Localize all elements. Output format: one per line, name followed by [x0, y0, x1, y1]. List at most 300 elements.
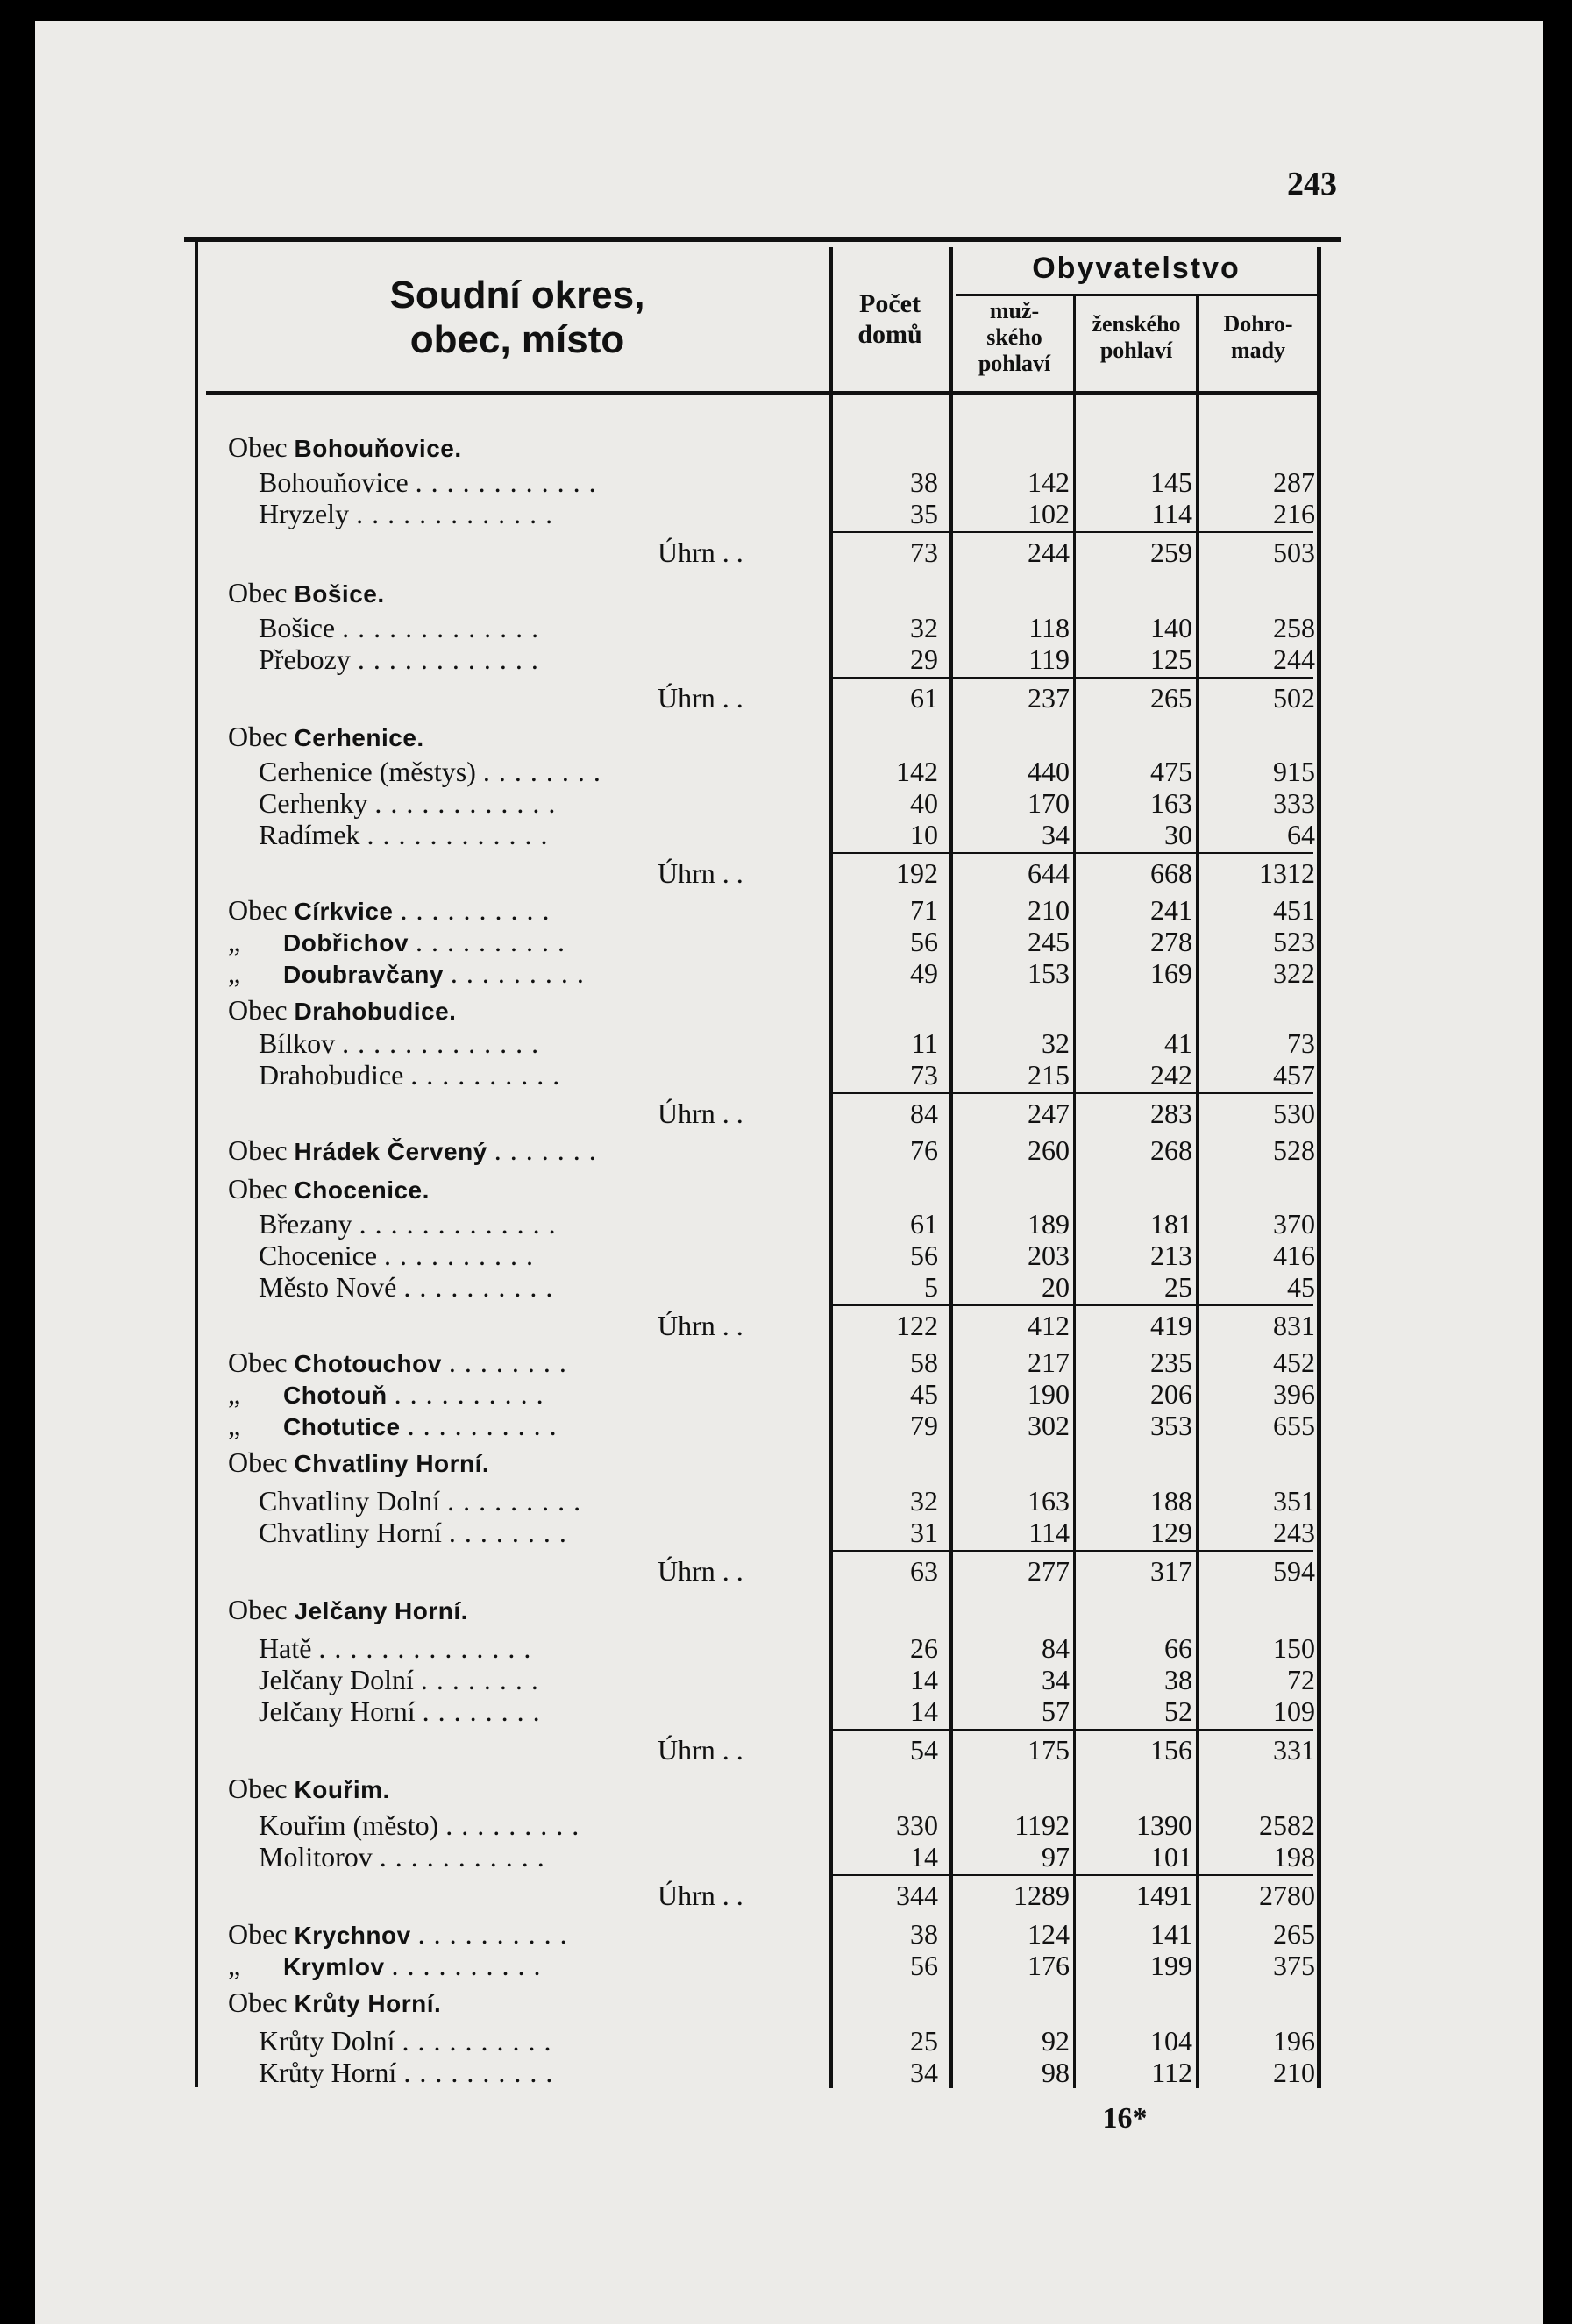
- municipality-name: [228, 577, 385, 610]
- municipality-label: Doubravčany: [283, 961, 444, 988]
- total-row: [184, 537, 1324, 568]
- male-cell: 210: [1028, 894, 1070, 926]
- place-name-cell: [259, 787, 564, 819]
- male-cell: 217: [1028, 1347, 1070, 1378]
- male-cell: 102: [1028, 498, 1070, 529]
- houses-cell: 79: [910, 1410, 938, 1441]
- place-name: Chocenice: [259, 1240, 378, 1271]
- leader-dots: .........: [445, 1809, 588, 1841]
- houses-cell: 122: [896, 1310, 938, 1341]
- municipality-prefix: Obec: [228, 1918, 288, 1950]
- female-cell: 235: [1150, 1347, 1192, 1378]
- male-cell: 277: [1028, 1555, 1070, 1587]
- female-cell: 259: [1150, 537, 1192, 568]
- female-cell: 125: [1150, 643, 1192, 675]
- male-cell: 203: [1028, 1240, 1070, 1271]
- female-cell: 353: [1150, 1410, 1192, 1441]
- table-row: [184, 1809, 1324, 1841]
- total-row: [184, 857, 1324, 889]
- municipality-prefix: Obec: [228, 1134, 288, 1166]
- male-cell: 440: [1028, 756, 1070, 787]
- male-cell: 153: [1028, 957, 1070, 989]
- female-cell: 317: [1150, 1555, 1192, 1587]
- leader-dots: ........: [448, 1347, 575, 1378]
- municipality-heading-row: [184, 431, 1324, 463]
- female-cell: 104: [1150, 2025, 1192, 2057]
- municipality-name: [228, 1410, 565, 1443]
- total-cell: 2780: [1259, 1880, 1315, 1911]
- table-row: [184, 466, 1324, 498]
- female-cell: 206: [1150, 1378, 1192, 1410]
- total-rule: [831, 1304, 1313, 1306]
- total-label: Úhrn . .: [658, 1098, 743, 1129]
- houses-cell: 32: [910, 1485, 938, 1517]
- place-name-cell: [259, 1632, 539, 1664]
- total-cell: 451: [1273, 894, 1315, 926]
- municipality-name: [228, 1986, 441, 2020]
- houses-cell: 61: [910, 1208, 938, 1240]
- header-bottom-rule: [206, 391, 1319, 395]
- total-cell: 196: [1273, 2025, 1315, 2057]
- municipality-prefix: Obec: [228, 721, 288, 752]
- table-top-rule: [184, 237, 1341, 242]
- total-cell: 351: [1273, 1485, 1315, 1517]
- population-table: [184, 237, 1324, 2086]
- total-cell: 45: [1287, 1271, 1315, 1303]
- male-cell: 97: [1042, 1841, 1070, 1873]
- leader-dots: ..........: [400, 894, 558, 926]
- total-cell: 333: [1273, 787, 1315, 819]
- table-row: [184, 1485, 1324, 1517]
- municipality-prefix: „: [228, 1378, 241, 1410]
- municipality-name: [228, 431, 462, 465]
- male-cell: 92: [1042, 2025, 1070, 2057]
- municipality-prefix: Obec: [228, 1986, 288, 2018]
- total-rule: [831, 1729, 1313, 1731]
- total-cell: 528: [1273, 1134, 1315, 1166]
- male-cell: 302: [1028, 1410, 1070, 1441]
- male-cell: 32: [1042, 1027, 1070, 1059]
- houses-cell: 56: [910, 926, 938, 957]
- total-cell: 375: [1273, 1950, 1315, 1981]
- municipality-name: [228, 1446, 489, 1480]
- houses-cell: 76: [910, 1134, 938, 1166]
- municipality-heading-row: [184, 1594, 1324, 1625]
- municipality-name: [228, 721, 424, 754]
- female-cell: 25: [1164, 1271, 1192, 1303]
- total-cell: 502: [1273, 682, 1315, 714]
- leader-dots: .............: [356, 498, 562, 529]
- municipality-name: [228, 1347, 575, 1380]
- total-cell: 594: [1273, 1555, 1315, 1587]
- municipality-prefix: Obec: [228, 577, 288, 608]
- total-cell: 915: [1273, 756, 1315, 787]
- place-name-cell: [259, 1271, 561, 1303]
- total-cell: 109: [1273, 1695, 1315, 1727]
- total-row: [184, 1098, 1324, 1129]
- total-cell: 370: [1273, 1208, 1315, 1240]
- table-row: [184, 1517, 1324, 1548]
- houses-cell: 56: [910, 1240, 938, 1271]
- female-cell: 475: [1150, 756, 1192, 787]
- leader-dots: .........: [450, 957, 593, 989]
- male-cell: 170: [1028, 787, 1070, 819]
- female-cell: 668: [1150, 857, 1192, 889]
- place-name-cell: [259, 819, 557, 850]
- total-cell: 322: [1273, 957, 1315, 989]
- houses-cell: 45: [910, 1378, 938, 1410]
- total-cell: 210: [1273, 2057, 1315, 2088]
- place-name: Přebozy: [259, 643, 351, 675]
- municipality-label: Hrádek Červený: [294, 1138, 487, 1165]
- municipality-label: Krymlov: [283, 1953, 385, 1980]
- male-cell: 215: [1028, 1059, 1070, 1091]
- female-cell: 112: [1151, 2057, 1192, 2088]
- total-rule: [831, 1550, 1313, 1552]
- houses-cell: 31: [910, 1517, 938, 1548]
- leader-dots: ..............: [318, 1632, 540, 1664]
- houses-cell: 63: [910, 1555, 938, 1587]
- total-cell: 243: [1273, 1517, 1315, 1548]
- total-cell: 150: [1273, 1632, 1315, 1664]
- municipality-label: Bošice.: [294, 580, 385, 608]
- male-cell: 176: [1028, 1950, 1070, 1981]
- municipality-name: [228, 1950, 550, 1983]
- total-row: [184, 1555, 1324, 1587]
- female-cell: 163: [1150, 787, 1192, 819]
- municipality-label: Chotouchov: [294, 1350, 442, 1377]
- municipality-label: Krychnov: [294, 1922, 411, 1949]
- male-cell: 237: [1028, 682, 1070, 714]
- leader-dots: ..........: [407, 1410, 565, 1441]
- total-row: [184, 1310, 1324, 1341]
- female-cell: 66: [1164, 1632, 1192, 1664]
- houses-cell: 192: [896, 857, 938, 889]
- male-cell: 34: [1042, 1664, 1070, 1695]
- place-name-cell: [259, 1517, 575, 1548]
- table-row: [184, 1347, 1324, 1378]
- leader-dots: .............: [342, 1027, 548, 1059]
- leader-dots: ..........: [402, 2025, 560, 2057]
- place-name-cell: [259, 1485, 589, 1517]
- female-cell: 419: [1150, 1310, 1192, 1341]
- female-cell: 283: [1150, 1098, 1192, 1129]
- houses-cell: 38: [910, 1918, 938, 1950]
- header-female: ženského pohlaví: [1092, 311, 1181, 363]
- header-population: Obyvatelstvo: [1032, 252, 1241, 285]
- place-name: Krůty Horní: [259, 2057, 397, 2088]
- female-cell: 213: [1150, 1240, 1192, 1271]
- male-cell: 644: [1028, 857, 1070, 889]
- female-cell: 41: [1164, 1027, 1192, 1059]
- female-cell: 30: [1164, 819, 1192, 850]
- female-cell: 199: [1150, 1950, 1192, 1981]
- leader-dots: ........: [422, 1695, 549, 1727]
- houses-cell: 40: [910, 787, 938, 819]
- total-label: Úhrn . .: [658, 1880, 743, 1911]
- houses-cell: 34: [910, 2057, 938, 2088]
- municipality-label: Církvice: [294, 898, 394, 925]
- municipality-label: Dobřichov: [283, 929, 409, 956]
- total-cell: 416: [1273, 1240, 1315, 1271]
- table-row: [184, 957, 1324, 989]
- place-name: Bošice: [259, 612, 336, 643]
- municipality-name: [228, 1378, 552, 1411]
- place-name: Hryzely: [259, 498, 350, 529]
- place-name: Krůty Dolní: [259, 2025, 395, 2057]
- total-label: Úhrn . .: [658, 1734, 743, 1766]
- total-cell: 523: [1273, 926, 1315, 957]
- male-cell: 118: [1028, 612, 1070, 643]
- leader-dots: ............: [357, 643, 547, 675]
- footer-signature: 16*: [1102, 2102, 1148, 2135]
- municipality-prefix: Obec: [228, 1347, 288, 1378]
- leader-dots: ..........: [410, 1059, 569, 1091]
- municipality-name: [228, 1918, 576, 1951]
- municipality-name: [228, 1173, 430, 1206]
- total-cell: 1312: [1259, 857, 1315, 889]
- total-row: [184, 1880, 1324, 1911]
- table-row: [184, 1208, 1324, 1240]
- group-header-rule: [956, 294, 1319, 296]
- municipality-label: Chotutice: [283, 1413, 401, 1440]
- total-cell: 831: [1273, 1310, 1315, 1341]
- leader-dots: ........: [482, 756, 609, 787]
- male-cell: 1192: [1014, 1809, 1070, 1841]
- place-name: Město Nové: [259, 1271, 397, 1303]
- female-cell: 156: [1150, 1734, 1192, 1766]
- place-name: Jelčany Horní: [259, 1695, 416, 1727]
- leader-dots: ............: [366, 819, 557, 850]
- male-cell: 260: [1028, 1134, 1070, 1166]
- female-cell: 241: [1150, 894, 1192, 926]
- place-name: Jelčany Dolní: [259, 1664, 414, 1695]
- total-label: Úhrn . .: [658, 1310, 743, 1341]
- header-total: Dohro- mady: [1223, 311, 1293, 363]
- place-name: Molitorov: [259, 1841, 373, 1873]
- male-cell: 20: [1042, 1271, 1070, 1303]
- leader-dots: ........: [420, 1664, 547, 1695]
- table-row: [184, 498, 1324, 529]
- header-houses: Počet domů: [857, 289, 922, 349]
- total-rule: [831, 1092, 1313, 1094]
- female-cell: 145: [1150, 466, 1192, 498]
- municipality-name: [228, 994, 456, 1027]
- leader-dots: ..........: [415, 926, 573, 957]
- houses-cell: 330: [896, 1809, 938, 1841]
- municipality-prefix: „: [228, 926, 241, 957]
- table-row: [184, 2025, 1324, 2057]
- houses-cell: 56: [910, 1950, 938, 1981]
- municipality-label: Cerhenice.: [294, 724, 424, 751]
- total-cell: 331: [1273, 1734, 1315, 1766]
- total-cell: 655: [1273, 1410, 1315, 1441]
- place-name-cell: [259, 643, 547, 675]
- municipality-prefix: „: [228, 1410, 241, 1441]
- total-cell: 452: [1273, 1347, 1315, 1378]
- houses-cell: 49: [910, 957, 938, 989]
- municipality-heading-row: [184, 721, 1324, 752]
- municipality-name: [228, 1134, 605, 1168]
- houses-cell: 11: [911, 1027, 938, 1059]
- table-row: [184, 1271, 1324, 1303]
- leader-dots: .............: [342, 612, 548, 643]
- table-row: [184, 1134, 1324, 1166]
- municipality-label: Kouřim.: [294, 1776, 390, 1803]
- municipality-name: [228, 926, 573, 959]
- header-district: Soudní okres, obec, místo: [389, 274, 645, 361]
- male-cell: 1289: [1014, 1880, 1070, 1911]
- leader-dots: ...........: [379, 1841, 553, 1873]
- municipality-prefix: Obec: [228, 894, 288, 926]
- municipality-heading-row: [184, 994, 1324, 1026]
- place-name: Cerhenky: [259, 787, 368, 819]
- total-cell: 396: [1273, 1378, 1315, 1410]
- municipality-heading-row: [184, 577, 1324, 608]
- female-cell: 140: [1150, 612, 1192, 643]
- municipality-label: Drahobudice.: [294, 998, 457, 1025]
- male-cell: 163: [1028, 1485, 1070, 1517]
- houses-cell: 25: [910, 2025, 938, 2057]
- municipality-label: Chocenice.: [294, 1176, 430, 1204]
- total-rule: [831, 1874, 1313, 1876]
- total-label: Úhrn . .: [658, 1555, 743, 1587]
- place-name: Drahobudice: [259, 1059, 404, 1091]
- place-name: Chvatliny Dolní: [259, 1485, 441, 1517]
- place-name-cell: [259, 1841, 553, 1873]
- total-cell: 198: [1273, 1841, 1315, 1873]
- total-label: Úhrn . .: [658, 682, 743, 714]
- leader-dots: ........: [448, 1517, 575, 1548]
- leader-dots: .............: [359, 1208, 565, 1240]
- leader-dots: ............: [415, 466, 605, 498]
- houses-cell: 29: [910, 643, 938, 675]
- houses-cell: 71: [910, 894, 938, 926]
- houses-cell: 84: [910, 1098, 938, 1129]
- male-cell: 175: [1028, 1734, 1070, 1766]
- municipality-prefix: Obec: [228, 431, 288, 463]
- table-row: [184, 1841, 1324, 1873]
- place-name-cell: [259, 2025, 560, 2057]
- male-cell: 84: [1042, 1632, 1070, 1664]
- municipality-prefix: „: [228, 957, 241, 989]
- total-cell: 72: [1287, 1664, 1315, 1695]
- page-number: 243: [1287, 166, 1337, 203]
- houses-cell: 58: [910, 1347, 938, 1378]
- total-row: [184, 1734, 1324, 1766]
- leader-dots: ..........: [403, 1271, 562, 1303]
- total-cell: 457: [1273, 1059, 1315, 1091]
- total-cell: 216: [1273, 498, 1315, 529]
- male-cell: 247: [1028, 1098, 1070, 1129]
- municipality-label: Jelčany Horní.: [294, 1597, 468, 1624]
- place-name: Kouřim (město): [259, 1809, 439, 1841]
- municipality-label: Chvatliny Horní.: [294, 1450, 490, 1477]
- female-cell: 101: [1150, 1841, 1192, 1873]
- female-cell: 52: [1164, 1695, 1192, 1727]
- houses-cell: 14: [910, 1695, 938, 1727]
- total-label: Úhrn . .: [658, 537, 743, 568]
- female-cell: 1390: [1136, 1809, 1192, 1841]
- houses-cell: 61: [910, 682, 938, 714]
- place-name: Radímek: [259, 819, 360, 850]
- male-cell: 119: [1028, 643, 1070, 675]
- table-row: [184, 1240, 1324, 1271]
- leader-dots: ..........: [384, 1240, 543, 1271]
- place-name: Bílkov: [259, 1027, 336, 1059]
- leader-dots: ..........: [417, 1918, 576, 1950]
- place-name-cell: [259, 1027, 547, 1059]
- houses-cell: 73: [910, 537, 938, 568]
- municipality-heading-row: [184, 1986, 1324, 2018]
- total-rule: [831, 531, 1313, 533]
- municipality-heading-row: [184, 1773, 1324, 1804]
- male-cell: 114: [1028, 1517, 1070, 1548]
- male-cell: 124: [1028, 1918, 1070, 1950]
- houses-cell: 142: [896, 756, 938, 787]
- municipality-heading-row: [184, 1173, 1324, 1205]
- male-cell: 98: [1042, 2057, 1070, 2088]
- total-cell: 244: [1273, 643, 1315, 675]
- total-label: Úhrn . .: [658, 857, 743, 889]
- table-row: [184, 819, 1324, 850]
- table-row: [184, 643, 1324, 675]
- place-name-cell: [259, 1059, 568, 1091]
- total-cell: 2582: [1259, 1809, 1315, 1841]
- leader-dots: ..........: [394, 1378, 552, 1410]
- male-cell: 412: [1028, 1310, 1070, 1341]
- table-row: [184, 1918, 1324, 1950]
- table-row: [184, 787, 1324, 819]
- header-male: muž- ského pohlaví: [978, 298, 1051, 376]
- female-cell: 268: [1150, 1134, 1192, 1166]
- total-rule: [831, 852, 1313, 854]
- male-cell: 57: [1042, 1695, 1070, 1727]
- total-rule: [831, 677, 1313, 679]
- place-name-cell: [259, 612, 547, 643]
- total-row: [184, 682, 1324, 714]
- table-row: [184, 1027, 1324, 1059]
- female-cell: 169: [1150, 957, 1192, 989]
- female-cell: 181: [1150, 1208, 1192, 1240]
- male-cell: 34: [1042, 819, 1070, 850]
- place-name: Březany: [259, 1208, 352, 1240]
- houses-cell: 344: [896, 1880, 938, 1911]
- table-row: [184, 926, 1324, 957]
- place-name: Chvatliny Horní: [259, 1517, 442, 1548]
- place-name-cell: [259, 466, 605, 498]
- female-cell: 188: [1150, 1485, 1192, 1517]
- place-name-cell: [259, 1664, 547, 1695]
- place-name: Cerhenice (městys): [259, 756, 476, 787]
- municipality-prefix: „: [228, 1950, 241, 1981]
- municipality-prefix: Obec: [228, 1773, 288, 1804]
- table-row: [184, 894, 1324, 926]
- houses-cell: 14: [910, 1664, 938, 1695]
- municipality-prefix: Obec: [228, 994, 288, 1026]
- female-cell: 141: [1150, 1918, 1192, 1950]
- table-row: [184, 1950, 1324, 1981]
- table-row: [184, 1378, 1324, 1410]
- female-cell: 278: [1150, 926, 1192, 957]
- table-row: [184, 612, 1324, 643]
- female-cell: 242: [1150, 1059, 1192, 1091]
- total-cell: 258: [1273, 612, 1315, 643]
- place-name-cell: [259, 756, 609, 787]
- total-cell: 73: [1287, 1027, 1315, 1059]
- municipality-name: [228, 894, 558, 927]
- female-cell: 1491: [1136, 1880, 1192, 1911]
